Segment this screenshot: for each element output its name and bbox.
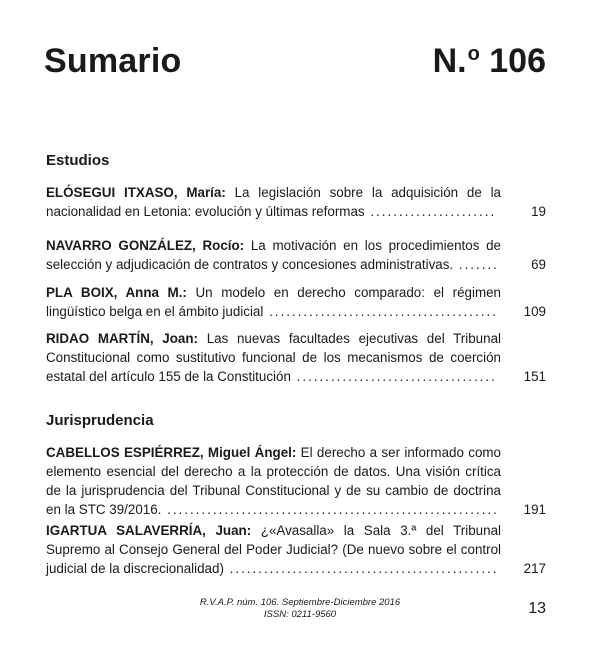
dot-leader: ...................... — [364, 204, 497, 219]
entry-author: NAVARRO GONZÁLEZ, Rocío: — [46, 238, 245, 253]
toc-entry — [46, 329, 546, 386]
page-title: Sumario — [44, 42, 182, 80]
entry-author: CABELLOS ESPIÉRREZ, Miguel Ángel: — [46, 445, 297, 460]
issue-number-prefix: N. — [432, 42, 467, 80]
entry-title: ¿«Avasalla» la Sala 3.ª del Tribunal Supremo al Consejo General del Poder Judicial? (De nuevo sobre el control judicial de la discrecionalidad) — [46, 523, 501, 576]
entry-author: IGARTUA SALAVERRÍA, Juan: — [46, 523, 252, 538]
entry-text — [46, 329, 501, 386]
entry-title: La motivación en los procedimientos de selección y adjudicación de contratos y concesiones administrativas. — [46, 238, 502, 272]
entry-page-number: 191 — [523, 502, 546, 517]
entry-text — [46, 443, 501, 519]
entry-text — [46, 236, 501, 274]
entry-page-number: 69 — [531, 257, 546, 272]
dot-leader: ....... — [453, 257, 499, 272]
footer-journal: R.V.A.P. núm. 106. Septiembre-Diciembre 2016 — [199, 597, 401, 608]
entry-page-number: 19 — [531, 204, 546, 219]
issue-number-superscript: o — [467, 43, 480, 65]
footer-issn: ISSN: 0211-9560 — [263, 609, 337, 620]
entry-author: ELÓSEGUI ITXASO, María: — [46, 185, 226, 200]
entry-author: PLA BOIX, Anna M.: — [46, 285, 187, 300]
entry-text — [46, 283, 501, 321]
toc-entry — [46, 443, 546, 519]
issue-number — [433, 42, 546, 81]
footer-page-number: 13 — [528, 600, 546, 617]
entry-title: La legislación sobre la adquisición de la nacionalidad en Letonia: evolución y últimas reformas — [46, 185, 501, 219]
entry-title: Las nuevas facultades ejecutivas del Tribunal Constitucional como sustitutivo funcional de los mecanismos de coerción estatal del artículo 155 de la Constitución — [46, 331, 501, 384]
toc-entry — [46, 183, 546, 221]
section-heading-jurisprudencia: Jurisprudencia — [46, 412, 154, 429]
toc-entry — [46, 236, 546, 274]
dot-leader: .......................................................... — [161, 502, 499, 517]
entry-author: RIDAO MARTÍN, Joan: — [46, 331, 199, 346]
entry-page-number: 109 — [523, 304, 546, 319]
entry-title: Un modelo en derecho comparado: el régimen lingüístico belga en el ámbito judicial — [46, 285, 501, 319]
entry-title: El derecho a ser informado como elemento esencial del derecho a la protección de datos. Una visión crítica de la jurisprudencia del Tribunal Constitucional y de su cambio de doctrina en la STC 39/2016. — [46, 445, 501, 517]
toc-entry — [46, 283, 546, 321]
dot-leader: ........................................ — [263, 304, 498, 319]
entry-page-number: 217 — [523, 561, 546, 576]
toc-entry — [46, 521, 546, 578]
entry-text — [46, 521, 501, 578]
entry-text — [46, 183, 501, 221]
dot-leader: ................................... — [290, 369, 497, 384]
issue-number-value: 106 — [489, 42, 546, 80]
dot-leader: ............................................... — [223, 561, 499, 576]
footer-reference — [0, 597, 600, 621]
entry-page-number: 151 — [523, 369, 546, 384]
section-heading-estudios: Estudios — [46, 152, 110, 169]
